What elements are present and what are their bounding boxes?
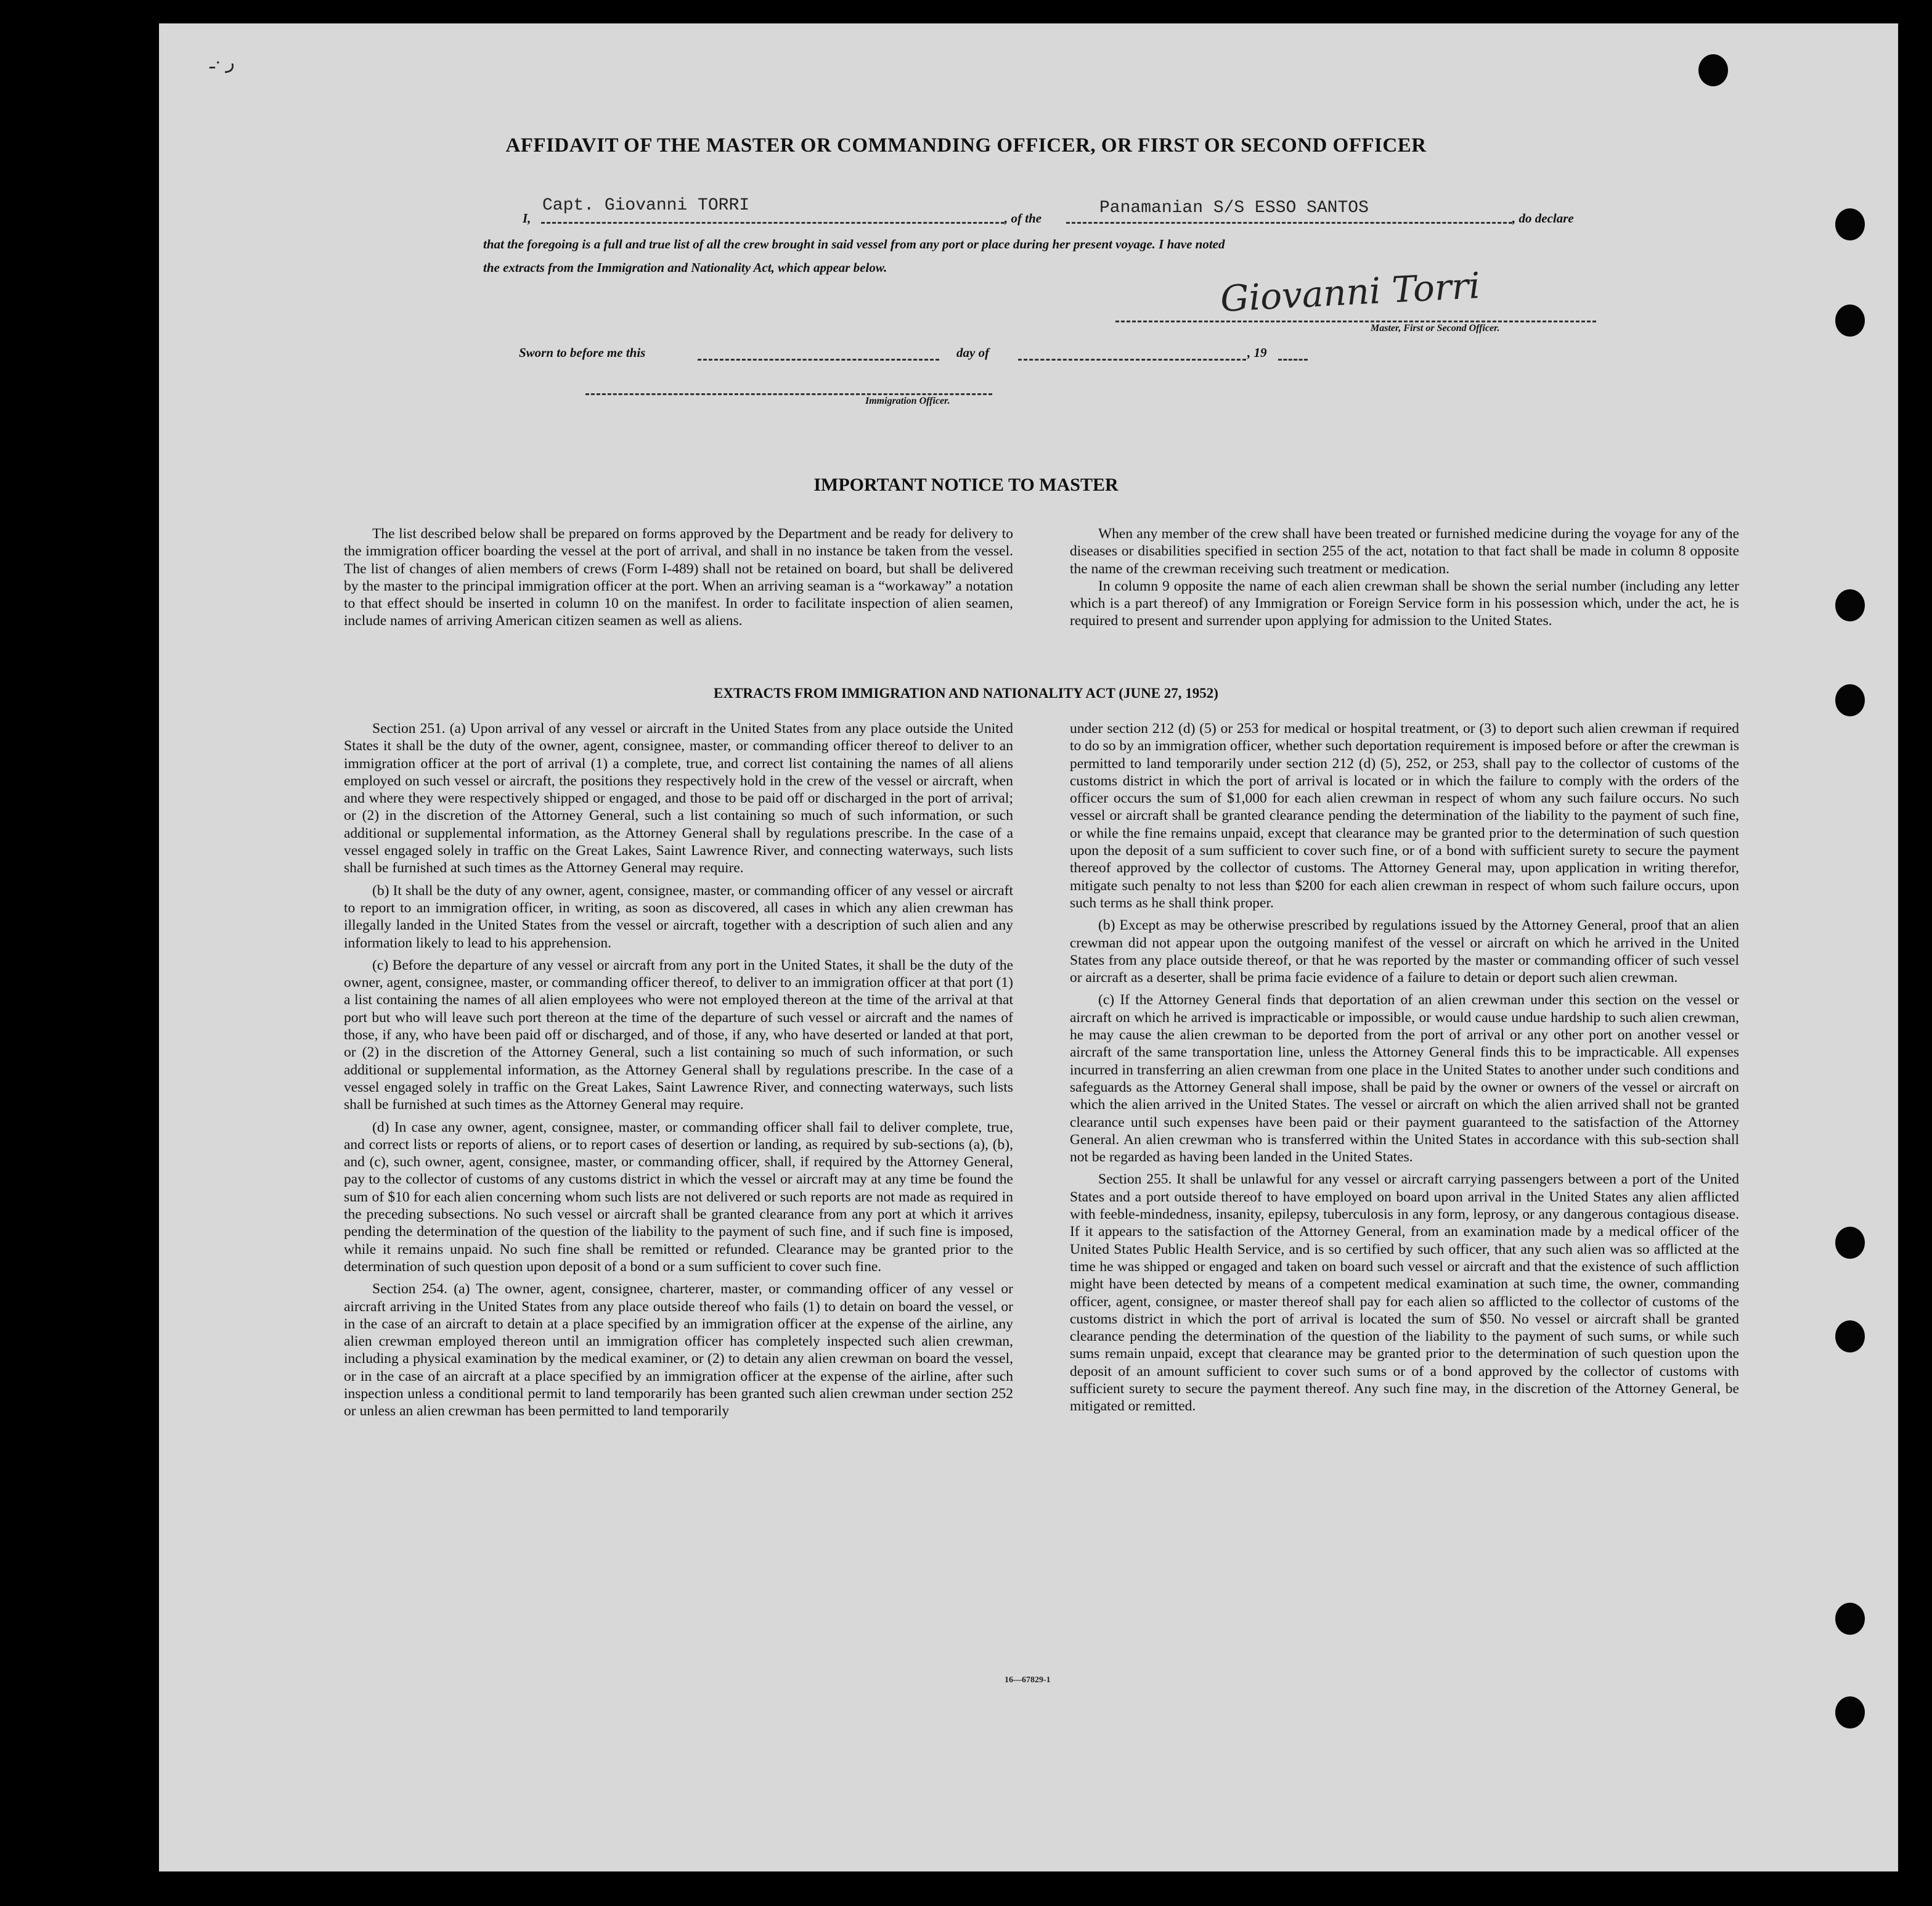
act-paragraph: (b) It shall be the duty of any owner, agent, consignee, master, or commanding officer of any vessel or aircraft to report to an immigration officer, in writing, as soon as discovered, all cases in which any alien crewman has illegally landed in the United States from the vessel or aircraft, together with a description of such alien and any information likely to lead to his apprehension. (344, 882, 1013, 951)
signer-caption: Master, First or Second Officer. (1371, 323, 1500, 333)
decl-text-line2: that the foregoing is a full and true list of all the crew brought in said vessel from any port or place during her present voyage. I have noted (483, 237, 1225, 252)
master-name: Capt. Giovanni TORRI (542, 196, 750, 215)
punch-hole (1835, 208, 1865, 240)
form-number: 16—67829-1 (1005, 1675, 1051, 1685)
act-paragraph: (c) Before the departure of any vessel or aircraft from any port in the United States, it shall be the duty of the owner, agent, consignee, master, or commanding officer thereof, to deliver to an immigration officer at that port (1) a list containing the names of all alien employees who were not employed thereon at the time of the arrival at that port but who will leave such port thereon at the time of the departure of such vessel or aircraft and the names of those, if any, who have been paid off or discharged, and of those, if any, who have deserted or landed at that port, or (2) in the discretion of the Attorney General, such a list containing so much of such information, or such additional or supplemental information, as the Attorney General shall by regulations prescribe. In the case of a vessel engaged solely in traffic on the Great Lakes, Saint Lawrence River, and connecting waterways, such lists shall be furnished at such times as the Attorney General may require. (344, 957, 1013, 1113)
act-paragraph: under section 212 (d) (5) or 253 for medical or hospital treatment, or (3) to deport such alien crewman if required to do so by an immigration officer, whether such deportation requirement is imposed before or after the crewman is permitted to land temporarily under section 212 (d) (5), 252, or 253, shall pay to the collector of customs of the customs district in which the port of arrival is located or in which the failure to comply with the orders of the officer occurs the sum of $1,000 for each alien crewman in respect of whom any such failure occurs. No such vessel or aircraft shall be granted clearance pending the determination of the liability to the payment of such fine, or while the fine remains unpaid, except that clearance may be granted prior to the determination of such question upon the deposit of a sum sufficient to cover such fine, or of a bond with sufficient surety to secure the payment thereof approved by the collector of customs. The Attorney General may, upon application in writing therefor, mitigate such penalty to not less than $200 for each alien crewman in respect of whom such failure occurs, upon such terms as he shall think proper. (1070, 721, 1739, 911)
decl-text-line3: the extracts from the Immigration and Nationality Act, which appear below. (483, 260, 887, 275)
punch-hole (1835, 1320, 1865, 1352)
act-paragraph: Section 254. (a) The owner, agent, consignee, charterer, master, or commanding officer of any vessel or aircraft arriving in the United States from any place outside thereof who fails (1) to detain on board the vessel, or in the case of an aircraft to detain at a place specified by an immigration officer at the expense of the airline, any alien crewman employed thereon until an immigration officer has completely inspected such alien crewman, including a physical examination by the medical examiner, or (2) to detain any alien crewman on board the vessel, or in the case of an aircraft at a place specified by an immigration officer at the expense of the airline, after such inspection unless a conditional permit to land temporarily has been granted such alien crewman under section 252 or unless an alien crewman has been permitted to land temporarily (344, 1281, 1013, 1420)
act-paragraph: (d) In case any owner, agent, consignee, master, or commanding officer shall fail to deliver complete, true, and correct lists or reports of aliens, or to report cases of desertion or landing, as required by sub-sections (a), (b), and (c), such owner, agent, consignee, master, or commanding officer, shall, if required by the Attorney General, pay to the collector of customs of any customs district in which the vessel or aircraft may at any time be found the sum of $10 for each alien concerning whom such lists are not delivered or such reports are not made as required in the preceding subsections. No such vessel or aircraft shall be granted clearance from any port at which it arrives pending the determination of the question of the liability to the payment of such fine, and if such fine is imposed, while it remains unpaid. No such fine shall be remitted or refunded. Clearance may be granted prior to the determination of such question upon deposit of a bond or a sum sufficient to cover such fine. (344, 1119, 1013, 1275)
act-right-column (1070, 720, 1739, 1420)
act-paragraph: Section 251. (a) Upon arrival of any vessel or aircraft in the United States from any place outside the United States it shall be the duty of the owner, agent, consignee, master, or commanding officer thereof to deliver to an immigration officer at the port of arrival (1) a complete, true, and correct list containing the names of all aliens employed on such vessel or aircraft, the positions they respectively hold in the crew of the vessel or aircraft, when and where they were respectively shipped or engaged, and those to be paid off or discharged in the port of arrival; or (2) in the discretion of the Attorney General, such a list containing so much of such information, or such additional or supplemental information, as the Attorney General shall by regulations prescribe. In the case of a vessel engaged solely in traffic on the Great Lakes, Saint Lawrence River, and connecting waterways, such lists shall be furnished at such times as the Attorney General may require. (344, 721, 1013, 877)
affidavit-title: AFFIDAVIT OF THE MASTER OR COMMANDING OFFICER, OR FIRST OR SECOND OFFICER (505, 134, 1427, 157)
notice-paragraph: The list described below shall be prepared on forms approved by the Department and be ready for delivery to the immigration officer boarding the vessel at the port of arrival, and shall in no instance be taken from the vessel. The list of changes of alien members of crews (Form I-489) shall not be retained on board, but shall be delivered by the master to the principal immigration officer at the port. When an arriving seaman is a “workaway” a notation to that effect should be inserted in column 10 on the manifest. In order to facilitate inspection of alien seamen, include names of arriving American citizen seamen as well as aliens. (344, 526, 1013, 629)
act-paragraph: Section 255. It shall be unlawful for any vessel or aircraft carrying passengers between a port of the United States and a port outside thereof to have employed on board upon arrival in the United States any alien afflicted with feeble-mindedness, insanity, epilepsy, tuberculosis in any form, leprosy, or any dangerous contagious disease. If it appears to the satisfaction of the Attorney General, from an examination made by a medical officer of the United States Public Health Service, and is so certified by such officer, that any such alien was so afflicted at the time he was shipped or engaged and taken on board such vessel or aircraft and that the existence of such affliction might have been detected by means of a competent medical examination at such time, the owner, commanding officer, agent, consignee, or master thereof shall pay for each alien so afflicted to the collector of customs of the customs district in which the port of arrival is located the sum of $50. No vessel or aircraft shall be granted clearance pending the determination of the question of the liability to the payment of such sums, or while such sums remain unpaid, except that clearance may be granted prior to the determination of such question upon the deposit of an amount sufficient to cover such sums or of a bond approved by the collector of customs with sufficient surety to secure the payment thereof. Any such fine may, in the discretion of the Attorney General, be mitigated or remitted. (1070, 1171, 1739, 1415)
extracts-title: EXTRACTS FROM IMMIGRATION AND NATIONALITY ACT (JUNE 27, 1952) (714, 685, 1218, 701)
notice-title: IMPORTANT NOTICE TO MASTER (813, 475, 1119, 495)
punch-hole (1835, 1696, 1865, 1728)
punch-hole (1835, 1603, 1865, 1635)
punch-hole (1698, 54, 1728, 86)
notice-paragraph: When any member of the crew shall have been treated or furnished medicine during the voyage for any of the diseases or disabilities specified in section 255 of the act, notation to that fact shall be made in column 8 opposite the name of the crewman receiving such treatment or medication. (1070, 526, 1739, 577)
punch-hole (1835, 589, 1865, 621)
vessel-name: Panamanian S/S ESSO SANTOS (1099, 198, 1369, 218)
act-paragraph: (b) Except as may be otherwise prescribed by regulations issued by the Attorney General, proof that an alien crewman did not appear upon the outgoing manifest of the vessel or aircraft on which he arrived in the United States from any place outside thereof, or that he was reported by the master or commanding officer of such vessel or aircraft as a deserter, shall be prima facie evidence of a failure to detain or deport such alien crewman. (1070, 917, 1739, 986)
notice-left-column (344, 525, 1013, 630)
sworn-month-line (1018, 359, 1246, 361)
vessel-line (1066, 222, 1512, 224)
notice-right-column (1070, 525, 1739, 630)
master-signature: Giovanni Torri (1219, 264, 1482, 320)
decl-of-the: , of the (1005, 211, 1042, 226)
sworn-label: Sworn to before me this (519, 345, 646, 360)
act-left-column (344, 720, 1013, 1425)
sworn-day-line (698, 359, 939, 361)
name-line (541, 222, 1005, 224)
notice-paragraph: In column 9 opposite the name of each alien crewman shall be shown the serial number (including any letter which is a part thereof) of any Immigration or Foreign Service form in his possession which, under the act, he is required to present and surrender upon applying for admission to the United States. (1070, 578, 1739, 629)
act-paragraph: (c) If the Attorney General finds that deportation of an alien crewman under this section on the vessel or aircraft on which he arrived is impracticable or impossible, or would cause undue hardship to such alien crewman, he may cause the alien crewman to be deported from the port of arrival or any other port on another vessel or aircraft of the same transportation line, unless the Attorney General finds this to be impracticable. All expenses incurred in transferring an alien crewman from one place in the United States to another under such conditions and safeguards as the Attorney General shall impose, shall be paid by the owner or owners of the vessel or aircraft on which the alien arrived in the United States. The vessel or aircraft on which the alien arrived shall not be granted clearance until such expenses have been paid or their payment guaranteed to the satisfaction of the Attorney General. An alien crewman who is transferred within the United States in accordance with this sub-section shall not be regarded as having been landed in the United States. (1070, 992, 1739, 1166)
year-prefix: , 19 (1247, 345, 1267, 360)
officer-signature-line (585, 393, 992, 395)
officer-caption: Immigration Officer. (865, 396, 950, 406)
punch-hole (1835, 305, 1865, 337)
decl-i: I, (523, 211, 531, 226)
decl-do-declare: , do declare (1512, 211, 1574, 226)
day-of-label: day of (956, 345, 990, 360)
corner-mark: ر ·ـ (210, 52, 235, 73)
year-line (1278, 359, 1308, 361)
signature-line (1115, 321, 1596, 322)
punch-hole (1835, 1227, 1865, 1259)
